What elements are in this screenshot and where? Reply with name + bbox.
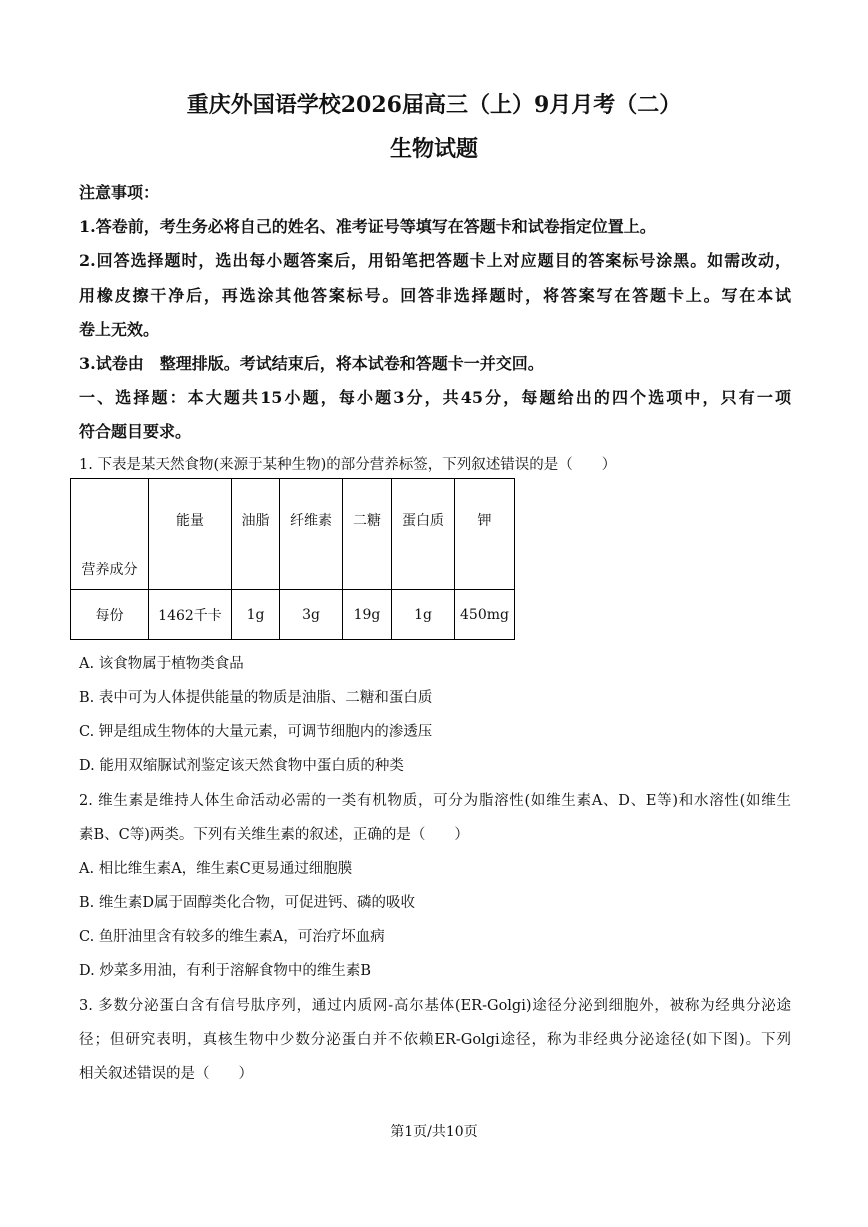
question-1-option-d: D. 能用双缩脲试剂鉴定该天然食物中蛋白质的种类 — [79, 758, 404, 774]
table-cell: 450mg — [455, 590, 515, 640]
question-2-option-c: C. 鱼肝油里含有较多的维生素A，可治疗坏血病 — [79, 929, 385, 945]
question-2-option-a: A. 相比维生素A，维生素C更易通过细胞膜 — [79, 861, 353, 877]
table-cell: 1462千卡 — [149, 590, 232, 640]
table-cell: 19g — [343, 590, 392, 640]
notes-item-2-line-2: 用橡皮擦干净后，再选涂其他答案标号。回答非选择题时，将答案写在答题卡上。写在本试 — [79, 286, 791, 305]
question-2-option-b: B. 维生素D属于固醇类化合物，可促进钙、磷的吸收 — [79, 895, 415, 911]
section-1-heading: 一、选择题：本大题共15小题，每小题3分，共45分，每题给出的四个选项中，只有一项 — [79, 388, 791, 407]
notes-item-2-line-3: 卷上无效。 — [79, 320, 160, 339]
table-cell: 1g — [232, 590, 280, 640]
notes-heading: 注意事项： — [79, 183, 160, 202]
table-cell: 蛋白质 — [392, 479, 455, 590]
table-header-row — [71, 479, 515, 590]
question-1-option-c: C. 钾是组成生物体的大量元素，可调节细胞内的渗透压 — [79, 724, 433, 740]
question-2-stem-line-2: 素B、C等)两类。下列有关维生素的叙述，正确的是（ ） — [79, 827, 469, 843]
exam-title: 重庆外国语学校2026届高三（上）9月月考（二） — [186, 92, 682, 118]
question-2-option-d: D. 炒菜多用油，有利于溶解食物中的维生素B — [79, 963, 371, 979]
table-cell: 油脂 — [232, 479, 280, 590]
question-3-stem-line-3: 相关叙述错误的是（ ） — [79, 1066, 253, 1082]
table-cell: 营养成分 — [71, 479, 149, 590]
notes-item-3: 3.试卷由 整理排版。考试结束后，将本试卷和答题卡一并交回。 — [79, 354, 544, 373]
table-cell: 钾 — [455, 479, 515, 590]
question-1-stem: 1. 下表是某天然食物(来源于某种生物)的部分营养标签，下列叙述错误的是（ ） — [79, 457, 617, 473]
question-3-stem-line-2: 径；但研究表明，真核生物中少数分泌蛋白并不依赖ER-Golgi途径，称为非经典分泌途径(如下图)。下列 — [79, 1032, 791, 1048]
table-cell: 3g — [280, 590, 343, 640]
table-row — [71, 590, 515, 640]
notes-item-1: 1.答卷前，考生务必将自己的姓名、准考证号等填写在答题卡和试卷指定位置上。 — [79, 217, 656, 236]
table-cell: 二糖 — [343, 479, 392, 590]
table-cell: 1g — [392, 590, 455, 640]
exam-subtitle: 生物试题 — [389, 136, 478, 162]
question-1-option-b: B. 表中可为人体提供能量的物质是油脂、二糖和蛋白质 — [79, 690, 433, 706]
page-number: 第1页/共10页 — [390, 1124, 478, 1140]
question-1-option-a: A. 该食物属于植物类食品 — [79, 656, 244, 672]
question-2-stem-line-1: 2. 维生素是维持人体生命活动必需的一类有机物质，可分为脂溶性(如维生素A、D、E等)和水溶性(如维生 — [79, 793, 791, 809]
nutrition-table — [70, 478, 515, 640]
table-cell: 每份 — [71, 590, 149, 640]
table-cell: 能量 — [149, 479, 232, 590]
table-cell: 纤维素 — [280, 479, 343, 590]
notes-item-2-line-1: 2.回答选择题时，选出每小题答案后，用铅笔把答题卡上对应题目的答案标号涂黑。如需改动， — [79, 251, 791, 270]
section-1-heading-cont: 符合题目要求。 — [79, 422, 192, 441]
question-3-stem-line-1: 3. 多数分泌蛋白含有信号肽序列，通过内质网-高尔基体(ER-Golgi)途径分泌到细胞外，被称为经典分泌途 — [79, 998, 791, 1014]
